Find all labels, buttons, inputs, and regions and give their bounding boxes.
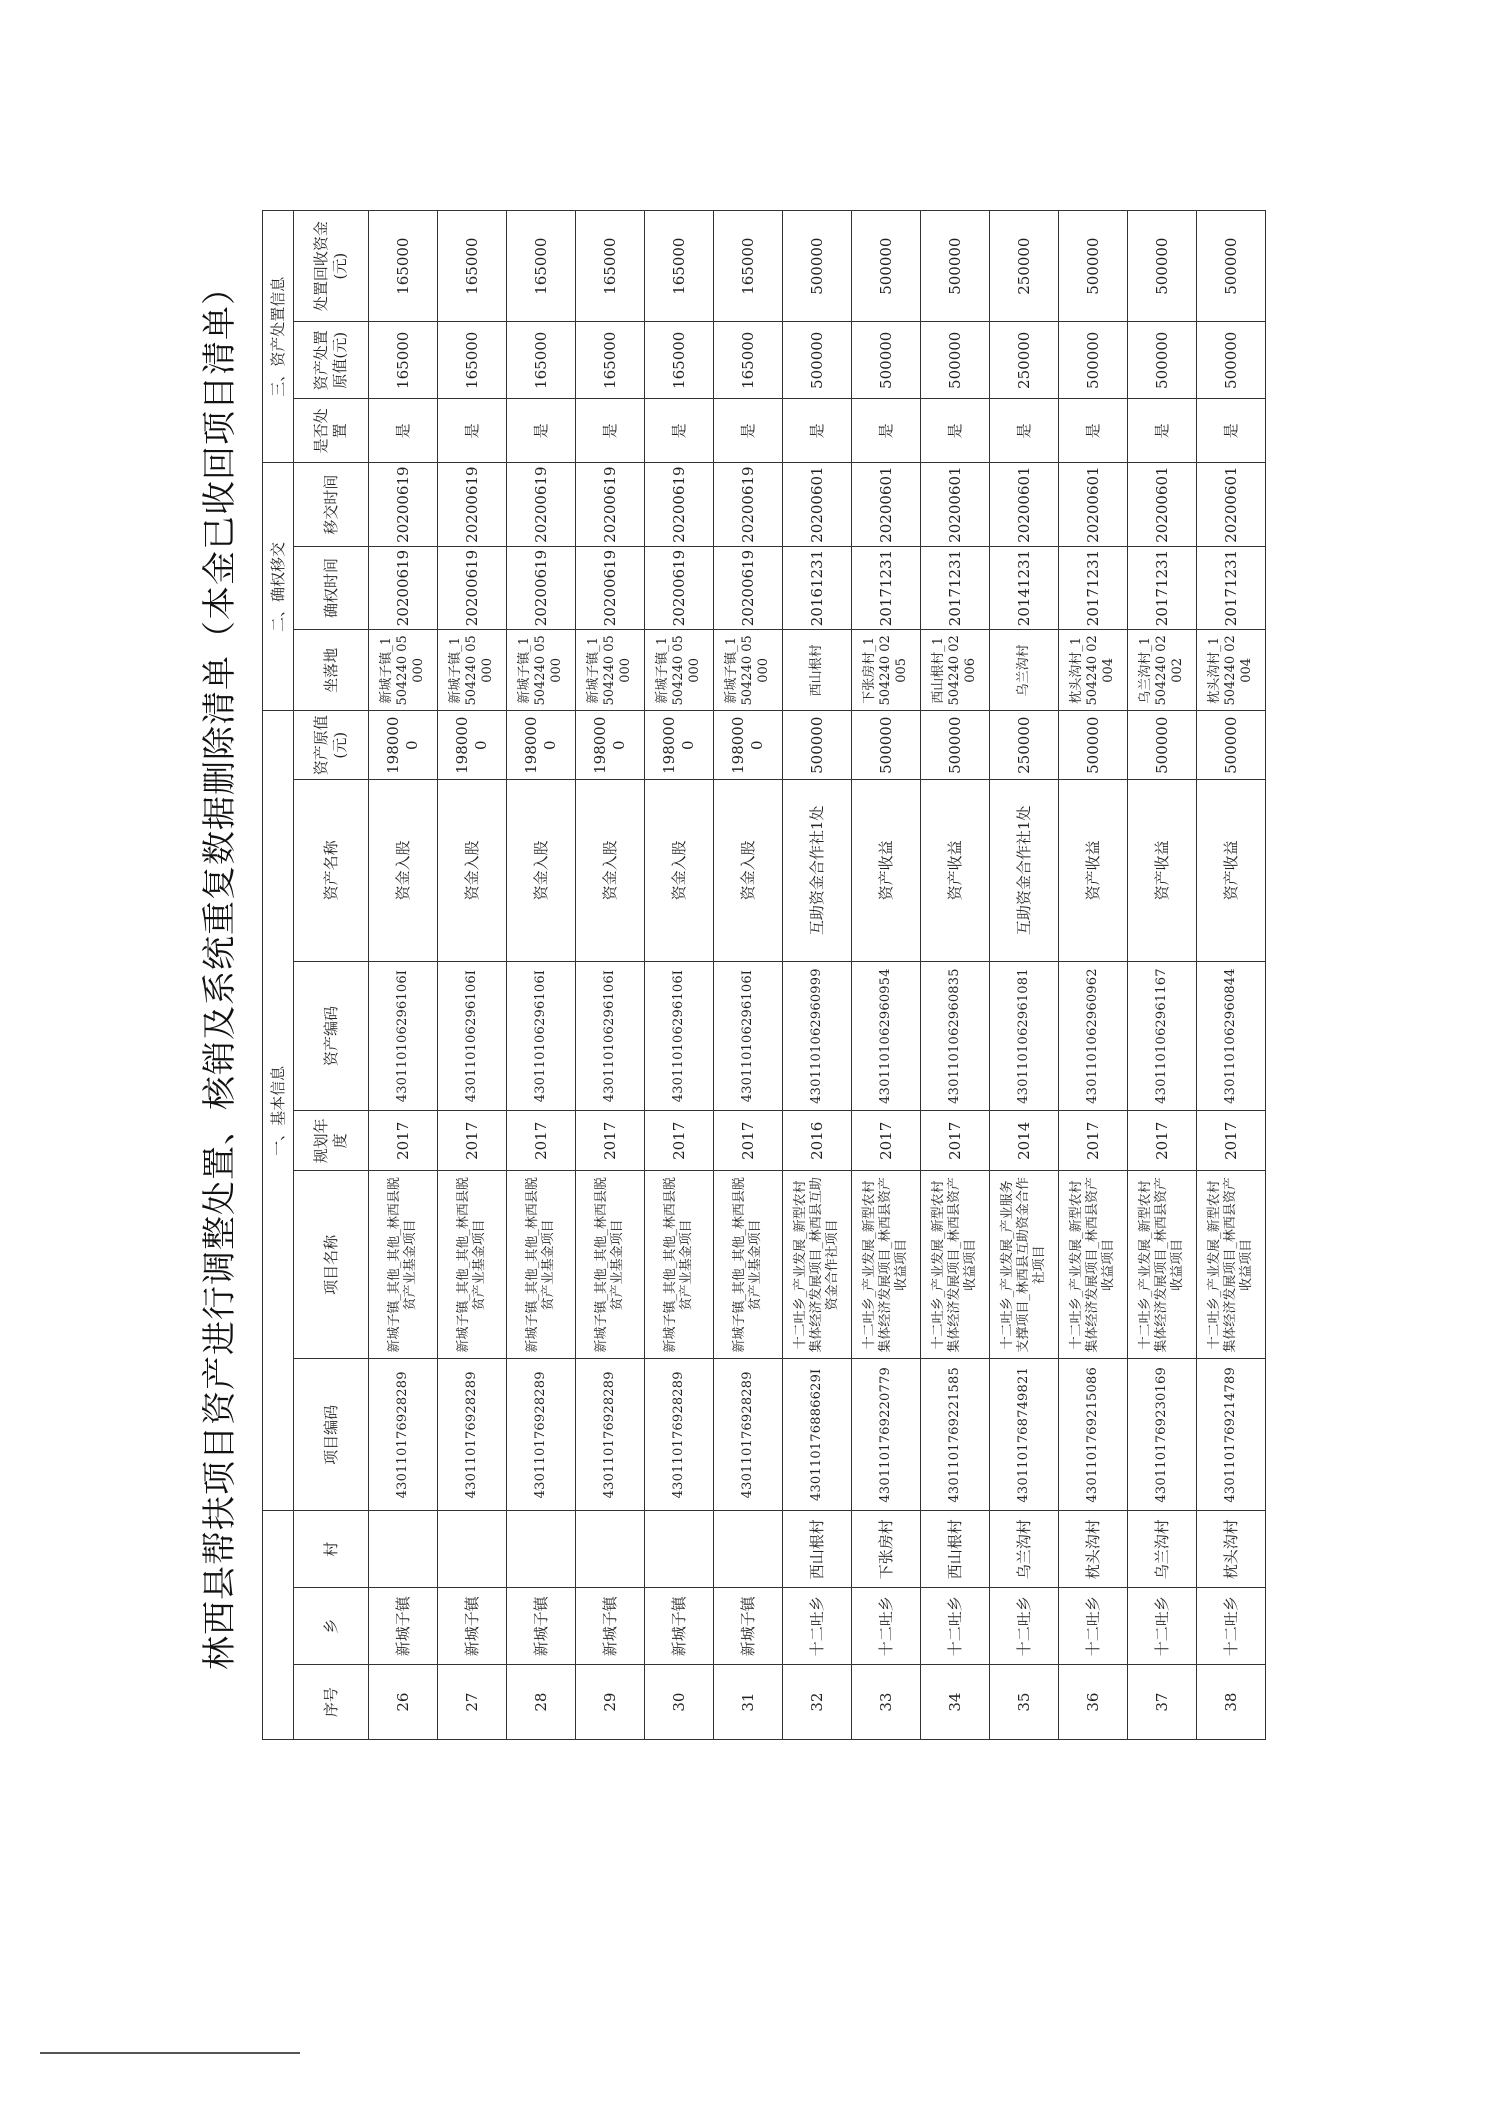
cell-recovered: 165000	[714, 211, 783, 322]
document-title: 林西县帮扶项目资产进行调整处置、核销及系统重复数据删除清单（本金已收回项目清单）	[200, 270, 240, 1670]
cell-transfer-date: 20200619	[507, 463, 576, 546]
cell-dispose-value: 250000	[990, 322, 1059, 399]
cell-town: 新城子镇	[369, 1588, 438, 1665]
cell-asset-code: 4301101062960835	[921, 961, 990, 1111]
cell-location: 西山根村_1504240 02006	[921, 630, 990, 711]
cell-confirm-date: 20171231	[1128, 546, 1197, 629]
cell-village	[576, 1511, 645, 1588]
cell-project-name: 新城子镇_其他_其他_林西县脱贫产业基金项目	[438, 1171, 507, 1359]
group-header-row	[263, 211, 294, 1740]
cell-no: 31	[714, 1665, 783, 1740]
cell-confirm-date: 20200619	[438, 546, 507, 629]
cell-project-code: 430110176928289	[438, 1359, 507, 1511]
cell-original-value: 500000	[921, 711, 990, 780]
cell-village: 枕头沟村	[1059, 1511, 1128, 1588]
group-header-basic-info: 一、基本信息	[263, 711, 294, 1511]
cell-recovered: 250000	[990, 211, 1059, 322]
cell-town: 十二吐乡	[990, 1588, 1059, 1665]
cell-dispose-value: 500000	[921, 322, 990, 399]
cell-asset-name: 资产收益	[1197, 779, 1266, 961]
cell-town: 新城子镇	[438, 1588, 507, 1665]
cell-original-value: 1980000	[507, 711, 576, 780]
cell-asset-name: 互助资金合作社1处	[990, 779, 1059, 961]
cell-no: 37	[1128, 1665, 1197, 1740]
column-header: 是否处置	[294, 399, 369, 463]
cell-village	[645, 1511, 714, 1588]
cell-original-value: 1980000	[645, 711, 714, 780]
cell-location: 枕头沟村_1504240 02004	[1059, 630, 1128, 711]
cell-town: 十二吐乡	[1128, 1588, 1197, 1665]
cell-project-name: 十二吐乡_产业发展_新型农村集体经济发展项目_林西县互助资金合作社项目	[783, 1171, 852, 1359]
cell-project-name: 十二吐乡_产业发展_产业服务支撑项目_林西县互助资金合作社项目	[990, 1171, 1059, 1359]
cell-recovered: 165000	[438, 211, 507, 322]
cell-location: 乌兰沟村	[990, 630, 1059, 711]
cell-town: 十二吐乡	[921, 1588, 990, 1665]
cell-dispose-value: 165000	[369, 322, 438, 399]
asset-disposal-table	[262, 210, 1266, 1740]
cell-original-value: 500000	[1197, 711, 1266, 780]
cell-disposed: 是	[990, 399, 1059, 463]
cell-asset-code: 4301101062960844	[1197, 961, 1266, 1111]
cell-no: 26	[369, 1665, 438, 1740]
cell-asset-name: 资金入股	[645, 779, 714, 961]
cell-project-code: 4301101768749821	[990, 1359, 1059, 1511]
cell-confirm-date: 20200619	[369, 546, 438, 629]
cell-year: 2017	[714, 1111, 783, 1171]
cell-location: 新城子镇_1504240 05000	[645, 630, 714, 711]
cell-asset-code: 430110106296106I	[714, 961, 783, 1111]
cell-year: 2017	[576, 1111, 645, 1171]
cell-original-value: 500000	[783, 711, 852, 780]
cell-village	[438, 1511, 507, 1588]
cell-village: 西山根村	[921, 1511, 990, 1588]
cell-transfer-date: 20200601	[852, 463, 921, 546]
column-header: 确权时间	[294, 546, 369, 629]
cell-original-value: 1980000	[438, 711, 507, 780]
group-header-spacer	[263, 1511, 294, 1740]
cell-project-name: 新城子镇_其他_其他_林西县脱贫产业基金项目	[369, 1171, 438, 1359]
column-header: 处置回收资金(元)	[294, 211, 369, 322]
column-header: 资产编码	[294, 961, 369, 1111]
cell-asset-code: 430110106296106I	[438, 961, 507, 1111]
cell-dispose-value: 165000	[507, 322, 576, 399]
cell-town: 十二吐乡	[1197, 1588, 1266, 1665]
cell-dispose-value: 500000	[1059, 322, 1128, 399]
cell-location: 下张房村_1504240 02005	[852, 630, 921, 711]
cell-disposed: 是	[783, 399, 852, 463]
table-row	[507, 211, 576, 1740]
cell-asset-name: 资产收益	[1128, 779, 1197, 961]
cell-original-value: 1980000	[714, 711, 783, 780]
cell-no: 27	[438, 1665, 507, 1740]
cell-year: 2017	[369, 1111, 438, 1171]
cell-transfer-date: 20200619	[714, 463, 783, 546]
table-row	[645, 211, 714, 1740]
cell-project-name: 十二吐乡_产业发展_新型农村集体经济发展项目_林西县资产收益项目	[1128, 1171, 1197, 1359]
cell-no: 29	[576, 1665, 645, 1740]
cell-transfer-date: 20200601	[1197, 463, 1266, 546]
cell-asset-code: 430110106296106I	[369, 961, 438, 1111]
cell-project-code: 430110176928289	[714, 1359, 783, 1511]
cell-disposed: 是	[576, 399, 645, 463]
cell-disposed: 是	[507, 399, 576, 463]
cell-dispose-value: 500000	[1197, 322, 1266, 399]
column-header: 移交时间	[294, 463, 369, 546]
cell-confirm-date: 20200619	[714, 546, 783, 629]
cell-transfer-date: 20200601	[921, 463, 990, 546]
cell-location: 新城子镇_1504240 05000	[714, 630, 783, 711]
cell-disposed: 是	[714, 399, 783, 463]
cell-project-name: 新城子镇_其他_其他_林西县脱贫产业基金项目	[645, 1171, 714, 1359]
cell-asset-name: 资金入股	[369, 779, 438, 961]
cell-transfer-date: 20200601	[1059, 463, 1128, 546]
cell-village: 下张房村	[852, 1511, 921, 1588]
cell-dispose-value: 500000	[852, 322, 921, 399]
cell-town: 新城子镇	[645, 1588, 714, 1665]
cell-original-value: 500000	[1128, 711, 1197, 780]
cell-project-name: 新城子镇_其他_其他_林西县脱贫产业基金项目	[576, 1171, 645, 1359]
cell-town: 新城子镇	[714, 1588, 783, 1665]
cell-project-code: 4301101769221585	[921, 1359, 990, 1511]
cell-project-code: 430110176928289	[576, 1359, 645, 1511]
cell-asset-name: 资金入股	[576, 779, 645, 961]
cell-location: 西山根村	[783, 630, 852, 711]
cell-confirm-date: 20200619	[576, 546, 645, 629]
cell-asset-code: 4301101062961081	[990, 961, 1059, 1111]
rotated-document-sheet	[190, 190, 1255, 1750]
cell-transfer-date: 20200619	[369, 463, 438, 546]
cell-asset-code: 430110106296106I	[507, 961, 576, 1111]
cell-no: 30	[645, 1665, 714, 1740]
cell-location: 枕头沟村_1504240 02004	[1197, 630, 1266, 711]
column-header: 资产原值(元)	[294, 711, 369, 780]
cell-dispose-value: 500000	[783, 322, 852, 399]
cell-asset-code: 4301101062960999	[783, 961, 852, 1111]
column-header: 规划年度	[294, 1111, 369, 1171]
cell-project-name: 新城子镇_其他_其他_林西县脱贫产业基金项目	[714, 1171, 783, 1359]
cell-village	[369, 1511, 438, 1588]
cell-dispose-value: 165000	[576, 322, 645, 399]
cell-recovered: 165000	[507, 211, 576, 322]
cell-transfer-date: 20200601	[990, 463, 1059, 546]
cell-location: 新城子镇_1504240 05000	[438, 630, 507, 711]
cell-recovered: 500000	[852, 211, 921, 322]
table-body	[369, 211, 1266, 1740]
cell-village: 枕头沟村	[1197, 1511, 1266, 1588]
cell-original-value: 500000	[1059, 711, 1128, 780]
cell-disposed: 是	[645, 399, 714, 463]
cell-original-value: 500000	[852, 711, 921, 780]
cell-transfer-date: 20200601	[783, 463, 852, 546]
cell-recovered: 500000	[1059, 211, 1128, 322]
cell-project-code: 430110176928289	[645, 1359, 714, 1511]
cell-disposed: 是	[852, 399, 921, 463]
cell-no: 32	[783, 1665, 852, 1740]
cell-original-value: 250000	[990, 711, 1059, 780]
table-row	[921, 211, 990, 1740]
cell-asset-code: 4301101062960954	[852, 961, 921, 1111]
cell-year: 2016	[783, 1111, 852, 1171]
cell-project-name: 十二吐乡_产业发展_新型农村集体经济发展项目_林西县资产收益项目	[1197, 1171, 1266, 1359]
cell-confirm-date: 20171231	[1197, 546, 1266, 629]
cell-location: 新城子镇_1504240 05000	[369, 630, 438, 711]
cell-transfer-date: 20200619	[438, 463, 507, 546]
cell-recovered: 165000	[369, 211, 438, 322]
cell-recovered: 500000	[783, 211, 852, 322]
cell-year: 2017	[1128, 1111, 1197, 1171]
cell-asset-code: 4301101062961167	[1128, 961, 1197, 1111]
column-header: 资产名称	[294, 779, 369, 961]
cell-project-name: 新城子镇_其他_其他_林西县脱贫产业基金项目	[507, 1171, 576, 1359]
cell-project-code: 4301101769214789	[1197, 1359, 1266, 1511]
cell-original-value: 1980000	[369, 711, 438, 780]
cell-town: 新城子镇	[507, 1588, 576, 1665]
cell-asset-name: 资金入股	[714, 779, 783, 961]
cell-asset-code: 430110106296106I	[576, 961, 645, 1111]
table-row	[369, 211, 438, 1740]
cell-disposed: 是	[1197, 399, 1266, 463]
cell-year: 2017	[852, 1111, 921, 1171]
cell-no: 33	[852, 1665, 921, 1740]
cell-village	[714, 1511, 783, 1588]
footer-rule	[40, 2052, 300, 2054]
cell-asset-code: 4301101062960962	[1059, 961, 1128, 1111]
cell-village: 乌兰沟村	[1128, 1511, 1197, 1588]
cell-village	[507, 1511, 576, 1588]
cell-project-name: 十二吐乡_产业发展_新型农村集体经济发展项目_林西县资产收益项目	[852, 1171, 921, 1359]
cell-location: 新城子镇_1504240 05000	[507, 630, 576, 711]
cell-town: 十二吐乡	[783, 1588, 852, 1665]
table-row	[1197, 211, 1266, 1740]
cell-dispose-value: 165000	[714, 322, 783, 399]
cell-no: 36	[1059, 1665, 1128, 1740]
cell-location: 新城子镇_1504240 05000	[576, 630, 645, 711]
cell-year: 2017	[507, 1111, 576, 1171]
cell-dispose-value: 165000	[645, 322, 714, 399]
cell-confirm-date: 20200619	[507, 546, 576, 629]
cell-dispose-value: 500000	[1128, 322, 1197, 399]
cell-disposed: 是	[369, 399, 438, 463]
cell-project-name: 十二吐乡_产业发展_新型农村集体经济发展项目_林西县资产收益项目	[1059, 1171, 1128, 1359]
group-header-transfer: 二、确权移交	[263, 463, 294, 711]
table-row	[783, 211, 852, 1740]
column-header: 资产处置原值(元)	[294, 322, 369, 399]
cell-disposed: 是	[921, 399, 990, 463]
cell-asset-name: 资金入股	[507, 779, 576, 961]
cell-asset-name: 资金入股	[438, 779, 507, 961]
cell-asset-name: 资产收益	[921, 779, 990, 961]
cell-project-code: 430110176886629I	[783, 1359, 852, 1511]
cell-disposed: 是	[1059, 399, 1128, 463]
cell-recovered: 165000	[645, 211, 714, 322]
column-header: 村	[294, 1511, 369, 1588]
cell-transfer-date: 20200619	[645, 463, 714, 546]
column-header: 项目名称	[294, 1171, 369, 1359]
cell-dispose-value: 165000	[438, 322, 507, 399]
column-header-row	[294, 211, 369, 1740]
cell-recovered: 500000	[1197, 211, 1266, 322]
table-row	[714, 211, 783, 1740]
cell-transfer-date: 20200601	[1128, 463, 1197, 546]
cell-year: 2017	[438, 1111, 507, 1171]
cell-confirm-date: 20171231	[1059, 546, 1128, 629]
cell-original-value: 1980000	[576, 711, 645, 780]
cell-transfer-date: 20200619	[576, 463, 645, 546]
cell-year: 2017	[1197, 1111, 1266, 1171]
cell-no: 28	[507, 1665, 576, 1740]
cell-confirm-date: 20171231	[852, 546, 921, 629]
table-row	[576, 211, 645, 1740]
table-row	[990, 211, 1059, 1740]
column-header: 坐落地	[294, 630, 369, 711]
cell-village: 乌兰沟村	[990, 1511, 1059, 1588]
cell-town: 新城子镇	[576, 1588, 645, 1665]
cell-project-code: 430110176928289	[369, 1359, 438, 1511]
cell-no: 38	[1197, 1665, 1266, 1740]
cell-disposed: 是	[438, 399, 507, 463]
cell-recovered: 500000	[921, 211, 990, 322]
cell-disposed: 是	[1128, 399, 1197, 463]
cell-town: 十二吐乡	[1059, 1588, 1128, 1665]
cell-year: 2014	[990, 1111, 1059, 1171]
cell-project-code: 430110176928289	[507, 1359, 576, 1511]
table-row	[1059, 211, 1128, 1740]
cell-confirm-date: 20171231	[921, 546, 990, 629]
cell-asset-name: 互助资金合作社1处	[783, 779, 852, 961]
cell-confirm-date: 20161231	[783, 546, 852, 629]
cell-asset-name: 资产收益	[852, 779, 921, 961]
cell-asset-name: 资产收益	[1059, 779, 1128, 961]
cell-year: 2017	[1059, 1111, 1128, 1171]
column-header: 项目编码	[294, 1359, 369, 1511]
group-header-disposal: 三、资产处置信息	[263, 211, 294, 463]
table-row	[438, 211, 507, 1740]
table-row	[852, 211, 921, 1740]
table-row	[1128, 211, 1197, 1740]
cell-confirm-date: 20141231	[990, 546, 1059, 629]
cell-confirm-date: 20200619	[645, 546, 714, 629]
column-header: 乡	[294, 1588, 369, 1665]
cell-year: 2017	[921, 1111, 990, 1171]
cell-project-code: 4301101769230169	[1128, 1359, 1197, 1511]
cell-no: 35	[990, 1665, 1059, 1740]
cell-village: 西山根村	[783, 1511, 852, 1588]
cell-project-code: 4301101769220779	[852, 1359, 921, 1511]
cell-recovered: 165000	[576, 211, 645, 322]
cell-town: 十二吐乡	[852, 1588, 921, 1665]
cell-asset-code: 430110106296106I	[645, 961, 714, 1111]
column-header: 序号	[294, 1665, 369, 1740]
cell-location: 乌兰沟村_1504240 02002	[1128, 630, 1197, 711]
cell-project-name: 十二吐乡_产业发展_新型农村集体经济发展项目_林西县资产收益项目	[921, 1171, 990, 1359]
cell-no: 34	[921, 1665, 990, 1740]
cell-project-code: 4301101769215086	[1059, 1359, 1128, 1511]
cell-recovered: 500000	[1128, 211, 1197, 322]
cell-year: 2017	[645, 1111, 714, 1171]
